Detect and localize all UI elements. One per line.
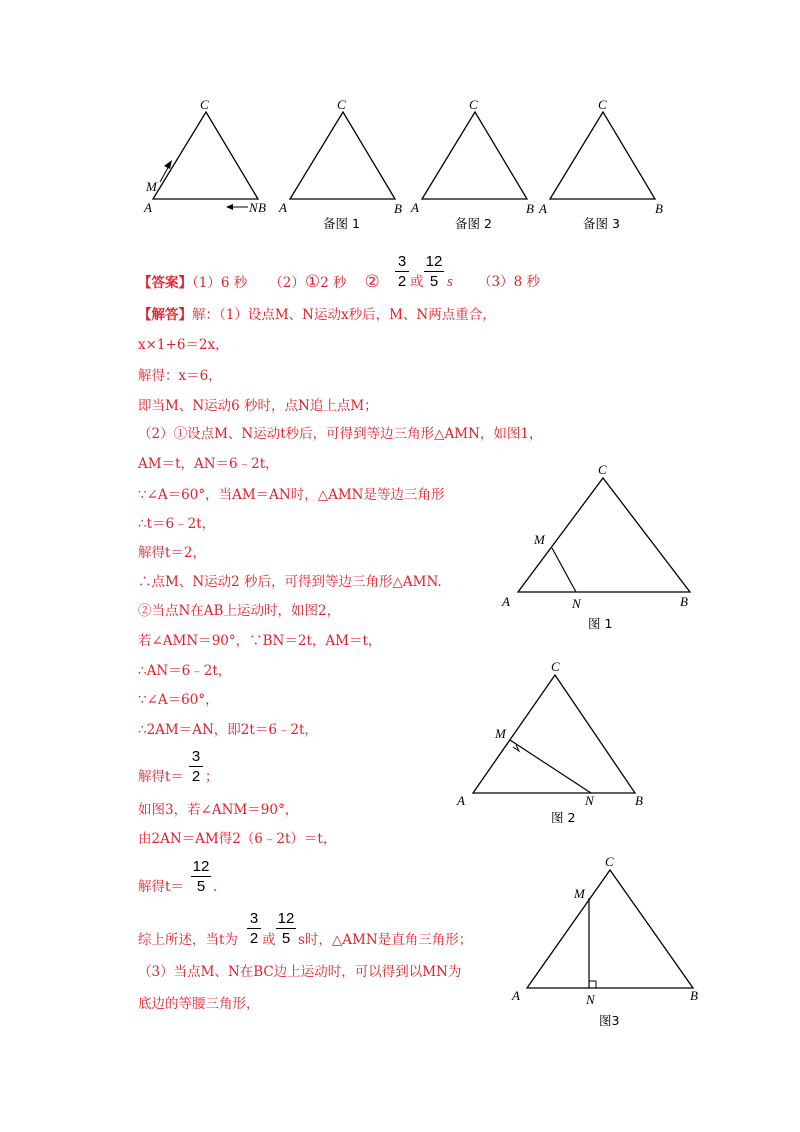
svg-text:C: C: [200, 97, 209, 112]
answer-fraction-12-5: 12 5: [425, 253, 443, 290]
figure-1-equilateral-amn: [500, 458, 700, 638]
solution-line-20-end: s时，△AMN是直角三角形；: [298, 932, 473, 948]
svg-text:C: C: [598, 97, 607, 112]
solution-line-5: （2）①设点M、N运动t秒后，可得到等边三角形△AMN，如图1，: [138, 426, 543, 442]
solution-line-18: 由2AN＝AM得2（6﹣2t）＝t，: [138, 831, 337, 847]
solution-line-6: AM＝t，AN＝6﹣2t，: [138, 456, 279, 472]
svg-text:M: M: [574, 886, 585, 901]
solution-line-16: 解得t＝: [138, 769, 184, 785]
svg-text:M: M: [495, 726, 506, 741]
solution-line-7: ∵∠A＝60°，当AM＝AN时，△AMN是等边三角形: [138, 487, 445, 503]
solution-fraction-12-5-a: 12 5: [192, 858, 210, 895]
figure-3-right-angle-anm: [510, 850, 710, 1030]
svg-text:A: A: [512, 988, 520, 1003]
figure-backup-1: [275, 92, 410, 237]
svg-text:图3: 图3: [599, 1013, 620, 1028]
figure-moving-points: [138, 92, 273, 222]
solution-line-1: 【解答】解：（1）设点M、N运动x秒后，M、N两点重合，: [138, 307, 496, 323]
svg-text:备图 3: 备图 3: [583, 216, 620, 231]
svg-text:N: N: [586, 992, 595, 1007]
figure-backup-3: [535, 92, 670, 237]
solution-line-2: x×1+6＝2x，: [138, 337, 229, 353]
solution-line-19: 解得t＝: [138, 879, 184, 895]
solution-line-16-end: ；: [205, 769, 219, 785]
solution-line-10: ∴点M、N运动2 秒后，可得到等边三角形△AMN.: [138, 574, 442, 590]
figure-2-right-angle-amn: [455, 655, 665, 830]
solution-line-20-or: 或: [262, 932, 276, 948]
solution-line-21: （3）当点M、N在BC边上运动时，可以得到以MN为: [138, 964, 462, 980]
svg-text:B: B: [680, 594, 688, 609]
svg-text:M: M: [146, 179, 157, 194]
solution-fraction-12-5-b: 12 5: [277, 910, 295, 947]
triangle-backup-3: [535, 92, 670, 237]
answer-part-3: （3）8 秒: [478, 274, 540, 290]
svg-text:M: M: [534, 532, 545, 547]
solution-line-9: 解得t＝2，: [138, 545, 207, 561]
svg-text:B: B: [690, 988, 698, 1003]
svg-text:A: A: [144, 200, 152, 215]
solution-fraction-3-2-a: 3 2: [189, 748, 203, 785]
svg-text:N: N: [249, 200, 258, 215]
svg-text:A: A: [279, 200, 287, 215]
solution-line-11: ②当点N在AB上运动时，如图2，: [138, 603, 341, 619]
answer-or: 或: [410, 274, 424, 290]
svg-text:C: C: [605, 854, 614, 869]
solution-fraction-3-2-b: 3 2: [247, 910, 261, 947]
svg-text:C: C: [598, 462, 607, 477]
answer-unit: s: [447, 274, 453, 290]
svg-text:B: B: [655, 201, 663, 216]
svg-text:图 1: 图 1: [588, 616, 613, 631]
triangle-abc-with-arrows: [138, 92, 273, 222]
solution-line-22: 底边的等腰三角形，: [138, 996, 260, 1012]
svg-text:N: N: [585, 793, 594, 808]
solution-line-12: 若∠AMN＝90°，∵BN＝2t，AM＝t，: [138, 633, 382, 649]
figure-1: [500, 458, 700, 638]
svg-text:N: N: [572, 596, 581, 611]
svg-text:C: C: [551, 659, 560, 674]
svg-text:C: C: [337, 97, 346, 112]
svg-text:B: B: [635, 793, 643, 808]
solution-line-14: ∵∠A＝60°，: [138, 692, 219, 708]
svg-text:B: B: [394, 201, 402, 216]
answer-fraction-3-2: 3 2: [395, 253, 409, 290]
svg-text:图 2: 图 2: [551, 810, 576, 825]
triangle-backup-1: [275, 92, 410, 237]
svg-text:C: C: [469, 97, 478, 112]
svg-text:B: B: [526, 201, 534, 216]
triangle-backup-2: [407, 92, 542, 237]
figure-2: [455, 655, 665, 830]
answer-line: 【答案】（1）6 秒 （2）①2 秒 ②: [138, 272, 380, 292]
svg-text:备图 1: 备图 1: [323, 216, 360, 231]
svg-text:B: B: [258, 200, 266, 215]
solution-line-19-end: .: [213, 879, 218, 895]
solution-line-4: 即当M、N运动6 秒时，点N追上点M；: [138, 398, 378, 414]
svg-text:A: A: [539, 201, 547, 216]
solution-line-15: ∴2AM＝AN，即2t＝6﹣2t，: [138, 722, 318, 738]
svg-text:备图 2: 备图 2: [455, 216, 492, 231]
svg-text:A: A: [502, 594, 510, 609]
figure-3: [510, 850, 710, 1030]
solution-line-3: 解得：x＝6，: [138, 368, 222, 384]
svg-text:A: A: [457, 793, 465, 808]
svg-text:A: A: [411, 200, 419, 215]
solution-line-20: 综上所述，当t为: [138, 932, 238, 948]
figure-backup-2: [407, 92, 542, 237]
solution-line-17: 如图3，若∠ANM＝90°，: [138, 802, 299, 818]
solution-line-13: ∴AN＝6﹣2t，: [138, 663, 232, 679]
solution-line-8: ∴t＝6﹣2t，: [138, 516, 216, 532]
